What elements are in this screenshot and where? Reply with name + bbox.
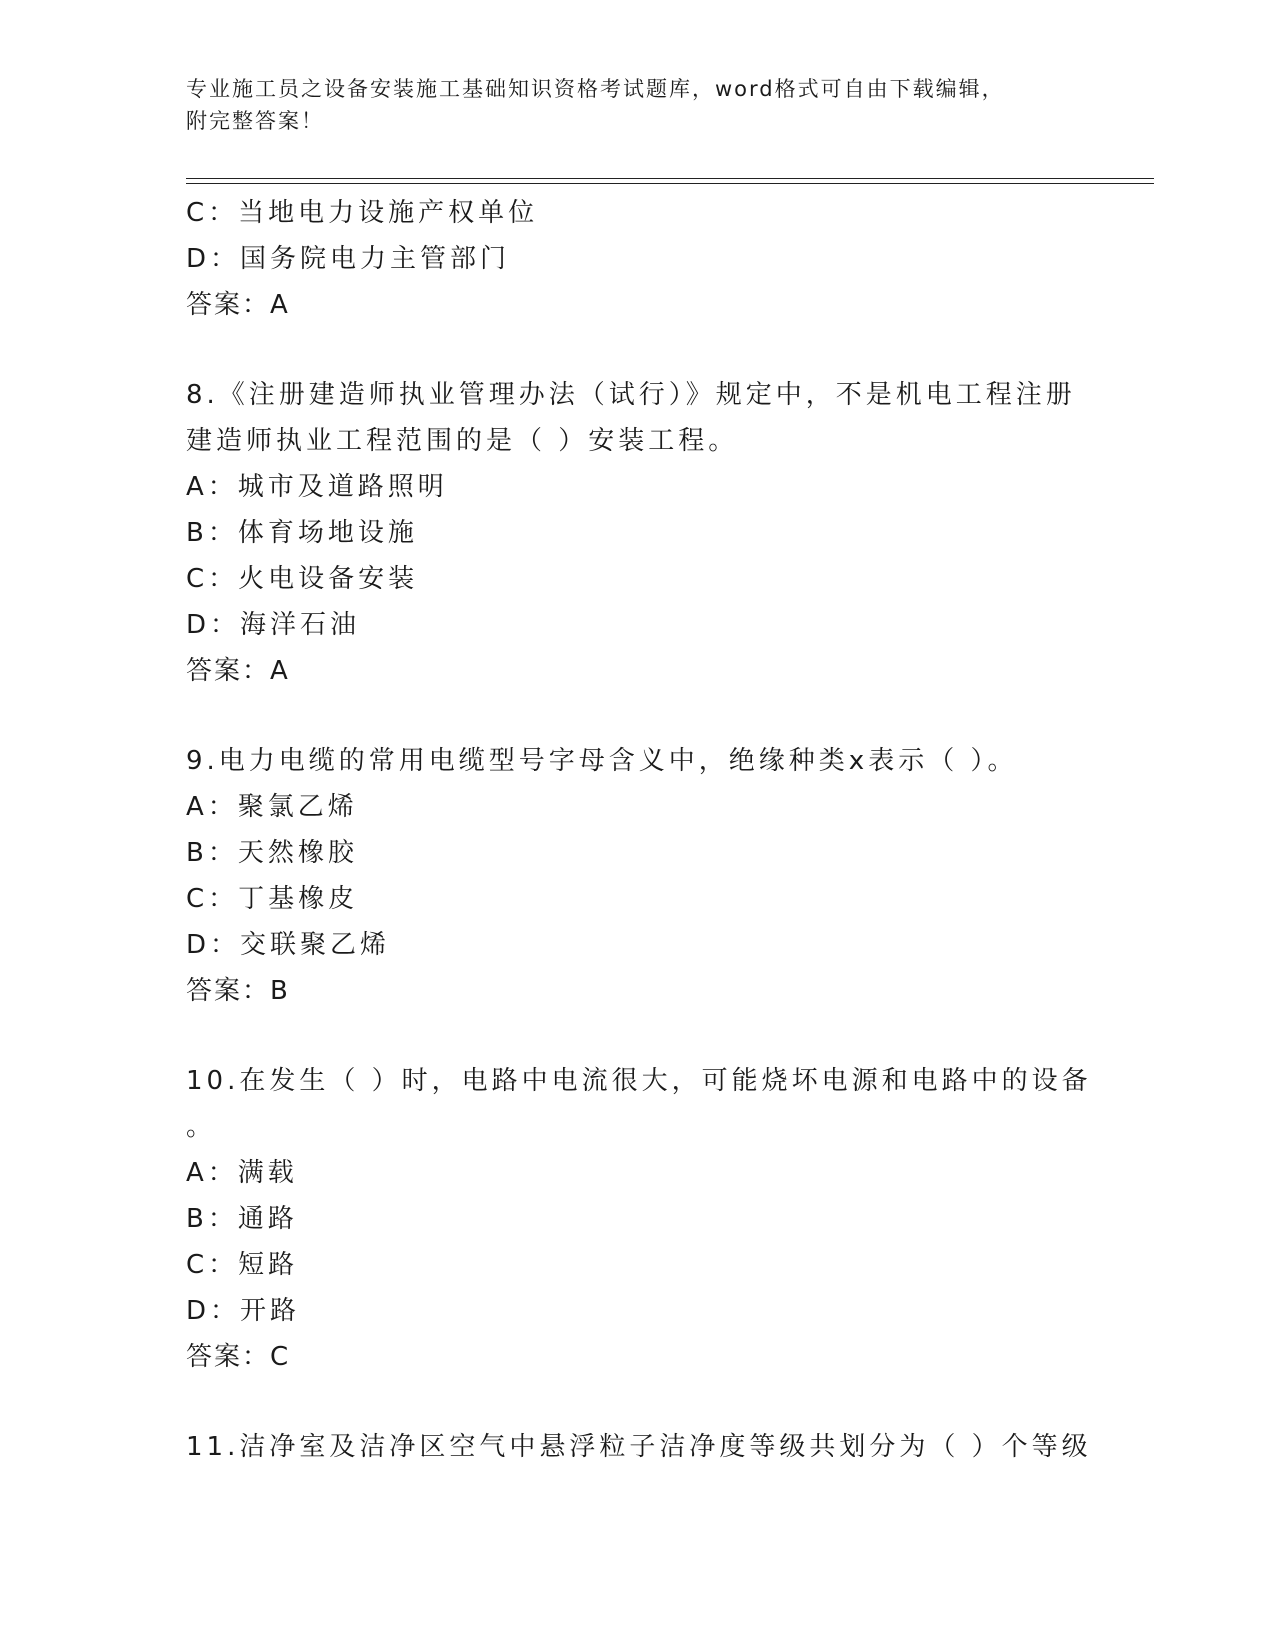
question-stem: 11.洁净室及洁净区空气中悬浮粒子洁净度等级共划分为（ ）个等级 <box>186 1432 1092 1462</box>
question-10 <box>186 1058 1092 1380</box>
question-stem: 8.《注册建造师执业管理办法（试行）》规定中，不是机电工程注册 <box>186 380 1076 410</box>
question-7 <box>186 190 1066 328</box>
question-stem-cont: 建造师执业工程范围的是（ ）安装工程。 <box>186 426 739 456</box>
question-11 <box>186 1424 1092 1470</box>
option-c: C：短路 <box>186 1250 299 1280</box>
header-rule-bottom <box>186 183 1154 184</box>
option-c: C：当地电力设施产权单位 <box>186 198 539 228</box>
option-c: C：丁基橡皮 <box>186 884 359 914</box>
option-d: D：开路 <box>186 1296 301 1326</box>
header-line-2: 附完整答案！ <box>186 109 324 133</box>
option-a: A：聚氯乙烯 <box>186 792 358 822</box>
question-stem-cont: 。 <box>186 1112 217 1142</box>
answer: 答案：A <box>186 656 290 686</box>
option-b: B：体育场地设施 <box>186 518 418 548</box>
option-d: D：国务院电力主管部门 <box>186 244 511 274</box>
document-header <box>186 73 1066 137</box>
option-c: C：火电设备安装 <box>186 564 419 594</box>
header-rule-top <box>186 178 1154 179</box>
question-stem: 9.电力电缆的常用电缆型号字母含义中，绝缘种类x表示（ ）。 <box>186 746 1018 776</box>
option-a: A：满载 <box>186 1158 298 1188</box>
header-line-1: 专业施工员之设备安装施工基础知识资格考试题库，word格式可自由下载编辑， <box>186 77 1005 101</box>
question-stem: 10.在发生（ ）时，电路中电流很大，可能烧坏电源和电路中的设备 <box>186 1066 1092 1096</box>
question-8 <box>186 372 1076 694</box>
answer: 答案：C <box>186 1342 291 1372</box>
question-list <box>186 190 1092 1470</box>
answer: 答案：B <box>186 976 290 1006</box>
option-b: B：天然橡胶 <box>186 838 358 868</box>
answer: 答案：A <box>186 290 290 320</box>
option-d: D：海洋石油 <box>186 610 361 640</box>
question-9 <box>186 738 1066 1014</box>
option-b: B：通路 <box>186 1204 298 1234</box>
option-d: D：交联聚乙烯 <box>186 930 391 960</box>
option-a: A：城市及道路照明 <box>186 472 448 502</box>
